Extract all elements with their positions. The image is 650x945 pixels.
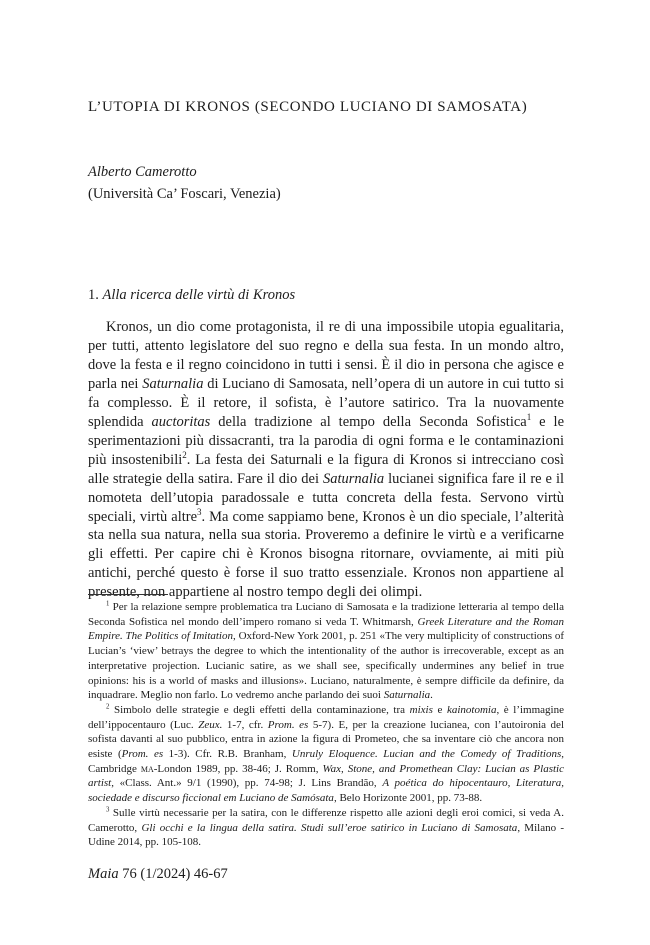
- body-text: [88, 318, 564, 602]
- footnote-separator: [88, 594, 168, 595]
- article-title: L’UTOPIA DI KRONOS (SECONDO LUCIANO DI SAMOSATA): [88, 99, 528, 115]
- footnote-3: $^3$ Sulle virtù necessarie per la satira, con le differenze rispetto alle azioni degli eroi comici, si veda A. Camerotto, Gli occhi e la lingua della satira. Studi sull’eroe satirico in Luciano di Samosata, Milano - Udine 2014, pp. 105-108.: [88, 806, 564, 849]
- author-name: Alberto Camerotto: [88, 164, 197, 180]
- footnote-2: $^2$ Simbolo delle strategie e degli effetti della contaminazione, tra mixis e kainotomia, è l’immagine dell’ippocentauro (Luc. Zeux. 1-7, cfr. Prom. es 5-7). E, per la creazione lucianea, con l’autoironia del sofista davanti al suo pubblico, entra in azione la figura di Prometeo, che sa inventare ciò che ancora non esiste (Prom. es 1-3). Cfr. R.B. Branham, Unruly Eloquence. Lucian and the Comedy of Traditions, Cambridge ma-London 1989, pp. 38-46; J. Romm, Wax, Stone, and Promethean Clay: Lucian as Plastic artist, «Class. Ant.» 9/1 (1990), pp. 74-98; J. Lins Brandão, A poética do hipocentauro, Literatura, sociedade e discurso ficcional em Luciano de Samósata, Belo Horizonte 2001, pp. 73-88.: [88, 703, 564, 805]
- section-number: 1.: [88, 287, 99, 303]
- footnote-ref-2[interactable]: 2: [182, 449, 187, 460]
- footnote-ref-3[interactable]: 3: [197, 506, 202, 517]
- journal-name: Maia: [88, 866, 119, 882]
- author-affiliation: (Università Ca’ Foscari, Venezia): [88, 186, 281, 202]
- footnote-ref-1[interactable]: 1: [526, 411, 532, 422]
- section-title: Alla ricerca delle virtù di Kronos: [102, 287, 296, 303]
- section-heading: [88, 287, 295, 304]
- issue-pages: 76 (1/2024) 46-67: [118, 866, 228, 882]
- body-paragraph: Kronos, un dio come protagonista, il re di una impossibile utopia egualitaria, per tutti, attento legislatore del suo regno e della sua festa. In un mondo altro, dove la festa e il regno coincidono in tutti i sensi. È il dio in persona che agisce e parla nei Saturnalia di Luciano di Samosata, nell’opera di un autore in cui tutto si fa complesso. È il retore, il sofista, è l’autore satirico. Tra la nuovamente splendida auctoritas della tradizione al tempo della Seconda Sofistica$^1$ e le sperimentazioni più dissacranti, tra la parodia di ogni forma e le contaminazioni più insostenibili$^2$. La festa dei Saturnali e la figura di Kronos si intrecciano così alle strategie della satira. Fare il dio dei Saturnalia lucianei significa fare il re e il nomoteta dell’utopia paradossale e tutta concreta della festa. Servono virtù speciali, virtù altre$^3$. Ma come sappiamo bene, Kronos è un dio speciale, l’alterità sta nella sua natura, nella sua storia. Proveremo a definire le virtù e a verificarne gli effetti. Per capire chi è Kronos bisogna ritornare, ovviamente, ai miti più antichi, perché questo è forse il suo tratto essenziale. Kronos non appartiene al presente, non appartiene al nostro tempo degli dei olimpi.: [88, 319, 565, 601]
- journal-citation: [88, 866, 228, 883]
- footnote-1: $^1$ Per la relazione sempre problematica tra Luciano di Samosata e la tradizione letteraria al tempo della Seconda Sofistica nel mondo dell’impero romano si veda T. Whitmarsh, Greek Literature and the Roman Empire. The Politics of Imitation, Oxford-New York 2001, p. 251 «The very multiplicity of constructions of Lucian’s ‘view’ betrays the degree to which the intentionality of the author is irrecoverable, except as an interpretative projection. Lucianic satire, as we shall see, specifically undermines any belief in true opinions: his is a world of masks and illusions». Luciano, naturalmente, è sempre difficile da definire, da inquadrare. Meglio non farlo. Lo vedremo anche parlando dei suoi Saturnalia.: [88, 600, 565, 702]
- footnotes: [88, 600, 564, 850]
